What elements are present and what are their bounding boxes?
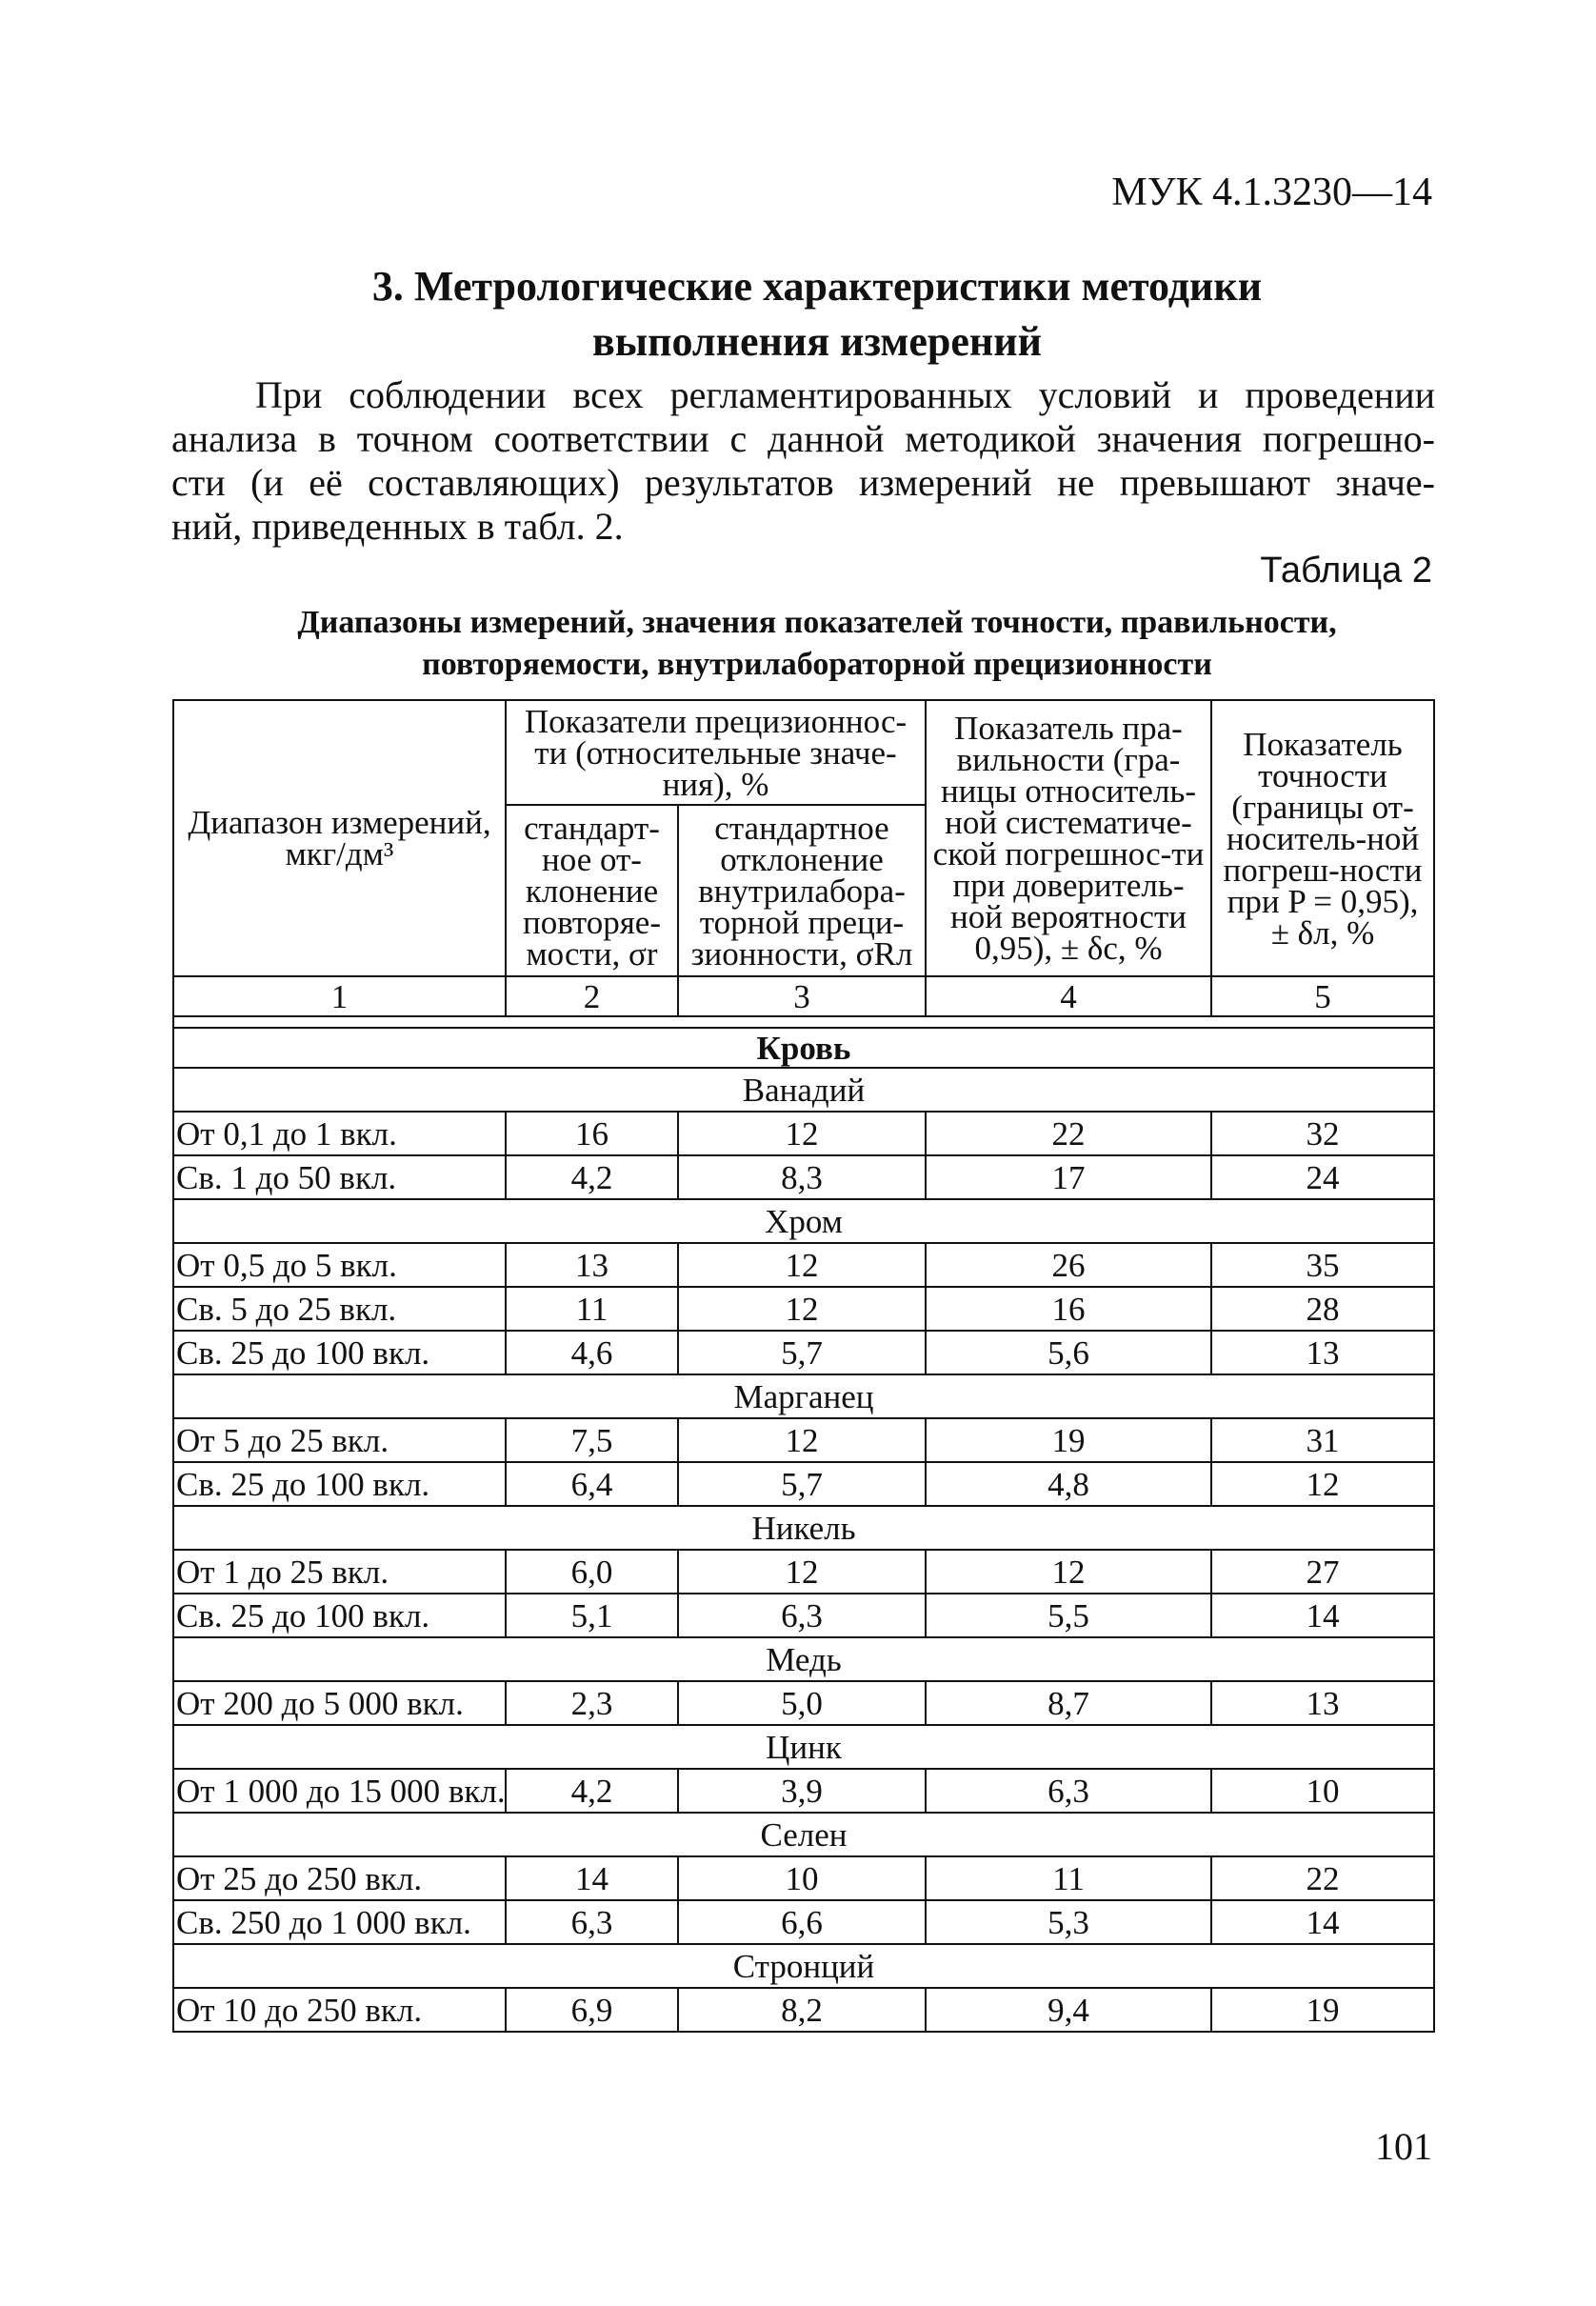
cell-accuracy: 32: [1211, 1112, 1434, 1155]
column-number: 4: [926, 976, 1211, 1016]
element-name: Никель: [173, 1506, 1434, 1550]
cell-range: Св. 250 до 1 000 вкл.: [173, 1900, 506, 1944]
cell-intralab: 8,3: [678, 1155, 926, 1199]
cell-trueness: 5,3: [926, 1900, 1211, 1944]
column-number: 3: [678, 976, 926, 1016]
cell-repeatability: 6,3: [506, 1900, 678, 1944]
element-name: Хром: [173, 1199, 1434, 1243]
cell-accuracy: 19: [1211, 1988, 1434, 2032]
element-row: [173, 1506, 1434, 1550]
cell-repeatability: 13: [506, 1243, 678, 1287]
cell-repeatability: 7,5: [506, 1418, 678, 1462]
cell-trueness: 4,8: [926, 1462, 1211, 1506]
data-row: [173, 1331, 1434, 1374]
cell-intralab: 8,2: [678, 1988, 926, 2032]
element-row: [173, 1374, 1434, 1418]
column-number: 2: [506, 976, 678, 1016]
cell-accuracy: 14: [1211, 1900, 1434, 1944]
separator-cell: [173, 1016, 1434, 1028]
section-title-line: 3. Метрологические характеристики методики: [371, 263, 1263, 310]
section-title: [171, 259, 1463, 370]
header-repeatability: стандарт-ное от-клонение повторяе-мости, σr: [506, 805, 678, 976]
cell-accuracy: 12: [1211, 1462, 1434, 1506]
cell-trueness: 19: [926, 1418, 1211, 1462]
cell-repeatability: 11: [506, 1287, 678, 1331]
table-label: Таблица 2: [1260, 551, 1432, 591]
cell-accuracy: 13: [1211, 1331, 1434, 1374]
cell-accuracy: 27: [1211, 1550, 1434, 1594]
section-title-line: выполнения измерений: [592, 318, 1042, 365]
cell-repeatability: 5,1: [506, 1594, 678, 1637]
cell-intralab: 6,3: [678, 1594, 926, 1637]
element-row: [173, 1725, 1434, 1769]
cell-intralab: 10: [678, 1856, 926, 1900]
intro-paragraph: [171, 373, 1435, 549]
cell-range: Св. 1 до 50 вкл.: [173, 1155, 506, 1199]
cell-intralab: 3,9: [678, 1769, 926, 1813]
element-row: [173, 1199, 1434, 1243]
cell-range: Св. 5 до 25 вкл.: [173, 1287, 506, 1331]
cell-range: От 25 до 250 вкл.: [173, 1856, 506, 1900]
cell-intralab: 5,0: [678, 1681, 926, 1725]
data-row: [173, 1681, 1434, 1725]
cell-trueness: 5,6: [926, 1331, 1211, 1374]
cell-range: Св. 25 до 100 вкл.: [173, 1462, 506, 1506]
cell-repeatability: 14: [506, 1856, 678, 1900]
cell-intralab: 12: [678, 1418, 926, 1462]
data-row: [173, 1418, 1434, 1462]
cell-trueness: 9,4: [926, 1988, 1211, 2032]
cell-trueness: 12: [926, 1550, 1211, 1594]
data-row: [173, 1594, 1434, 1637]
cell-accuracy: 10: [1211, 1769, 1434, 1813]
cell-repeatability: 4,2: [506, 1155, 678, 1199]
matrix-row: [173, 1028, 1434, 1068]
data-row: [173, 1155, 1434, 1199]
header-trueness: Показатель пра-вильности (гра-ницы относитель-ной систематиче-ской погрешнос-ти при доверитель-ной вероятности 0,95), ± δc, %: [926, 700, 1211, 976]
cell-accuracy: 22: [1211, 1856, 1434, 1900]
paragraph-line: ний, приведенных в табл. 2.: [171, 505, 624, 548]
table-caption: [171, 602, 1463, 686]
cell-intralab: 12: [678, 1112, 926, 1155]
header-precision-group: Показатели прецизионнос-ти (относительные значе-ния), %: [506, 700, 926, 805]
cell-intralab: 5,7: [678, 1331, 926, 1374]
data-row: [173, 1769, 1434, 1813]
data-row: [173, 1287, 1434, 1331]
cell-repeatability: 6,9: [506, 1988, 678, 2032]
element-row: [173, 1068, 1434, 1112]
cell-range: От 0,5 до 5 вкл.: [173, 1243, 506, 1287]
metrology-table: [172, 699, 1435, 2033]
element-row: [173, 1944, 1434, 1988]
data-row: [173, 1112, 1434, 1155]
element-name: Стронций: [173, 1944, 1434, 1988]
cell-accuracy: 13: [1211, 1681, 1434, 1725]
cell-trueness: 6,3: [926, 1769, 1211, 1813]
cell-trueness: 26: [926, 1243, 1211, 1287]
cell-range: От 10 до 250 вкл.: [173, 1988, 506, 2032]
column-number-row: [173, 976, 1434, 1016]
cell-repeatability: 6,0: [506, 1550, 678, 1594]
cell-accuracy: 28: [1211, 1287, 1434, 1331]
cell-trueness: 5,5: [926, 1594, 1211, 1637]
cell-range: От 1 000 до 15 000 вкл.: [173, 1769, 506, 1813]
table-caption-line: Диапазоны измерений, значения показателей точности, правильности,: [297, 605, 1337, 640]
cell-range: Св. 25 до 100 вкл.: [173, 1594, 506, 1637]
data-row: [173, 1550, 1434, 1594]
cell-intralab: 5,7: [678, 1462, 926, 1506]
cell-accuracy: 31: [1211, 1418, 1434, 1462]
table-separator: [173, 1016, 1434, 1028]
header-intralab: стандартное отклонение внутрилабора-торной преци-зионности, σRл: [678, 805, 926, 976]
cell-repeatability: 4,6: [506, 1331, 678, 1374]
page-number: 101: [1375, 2125, 1432, 2168]
cell-range: От 1 до 25 вкл.: [173, 1550, 506, 1594]
cell-trueness: 17: [926, 1155, 1211, 1199]
data-row: [173, 1900, 1434, 1944]
cell-repeatability: 2,3: [506, 1681, 678, 1725]
cell-repeatability: 6,4: [506, 1462, 678, 1506]
cell-repeatability: 4,2: [506, 1769, 678, 1813]
paragraph-line: сти (и её составляющих) результатов измерений не превышают значе-: [171, 461, 1435, 504]
matrix-name: Кровь: [173, 1028, 1434, 1068]
element-name: Селен: [173, 1813, 1434, 1856]
cell-range: От 5 до 25 вкл.: [173, 1418, 506, 1462]
cell-trueness: 8,7: [926, 1681, 1211, 1725]
cell-intralab: 6,6: [678, 1900, 926, 1944]
data-row: [173, 1243, 1434, 1287]
paragraph-line: анализа в точном соответствии с данной методикой значения погрешно-: [171, 417, 1435, 460]
element-name: Цинк: [173, 1725, 1434, 1769]
element-name: Марганец: [173, 1374, 1434, 1418]
paragraph-line: При соблюдении всех регламентированных условий и проведении: [255, 373, 1435, 416]
cell-intralab: 12: [678, 1550, 926, 1594]
cell-range: От 0,1 до 1 вкл.: [173, 1112, 506, 1155]
document-code: МУК 4.1.3230—14: [1111, 170, 1432, 214]
element-name: Ванадий: [173, 1068, 1434, 1112]
cell-accuracy: 14: [1211, 1594, 1434, 1637]
data-row: [173, 1988, 1434, 2032]
cell-trueness: 11: [926, 1856, 1211, 1900]
cell-intralab: 12: [678, 1243, 926, 1287]
element-name: Медь: [173, 1637, 1434, 1681]
element-row: [173, 1813, 1434, 1856]
cell-trueness: 22: [926, 1112, 1211, 1155]
header-accuracy: Показатель точности (границы от-носитель-ной погреш-ности при P = 0,95), ± δл, %: [1211, 700, 1434, 976]
cell-range: Св. 25 до 100 вкл.: [173, 1331, 506, 1374]
cell-accuracy: 24: [1211, 1155, 1434, 1199]
column-number: 1: [173, 976, 506, 1016]
data-row: [173, 1462, 1434, 1506]
cell-accuracy: 35: [1211, 1243, 1434, 1287]
cell-range: От 200 до 5 000 вкл.: [173, 1681, 506, 1725]
cell-repeatability: 16: [506, 1112, 678, 1155]
header-row: [173, 700, 1434, 805]
data-row: [173, 1856, 1434, 1900]
cell-intralab: 12: [678, 1287, 926, 1331]
column-number: 5: [1211, 976, 1434, 1016]
table-caption-line: повторяемости, внутрилабораторной прецизионности: [422, 647, 1212, 682]
cell-trueness: 16: [926, 1287, 1211, 1331]
header-range: Диапазон измерений, мкг/дм³: [173, 700, 506, 976]
element-row: [173, 1637, 1434, 1681]
